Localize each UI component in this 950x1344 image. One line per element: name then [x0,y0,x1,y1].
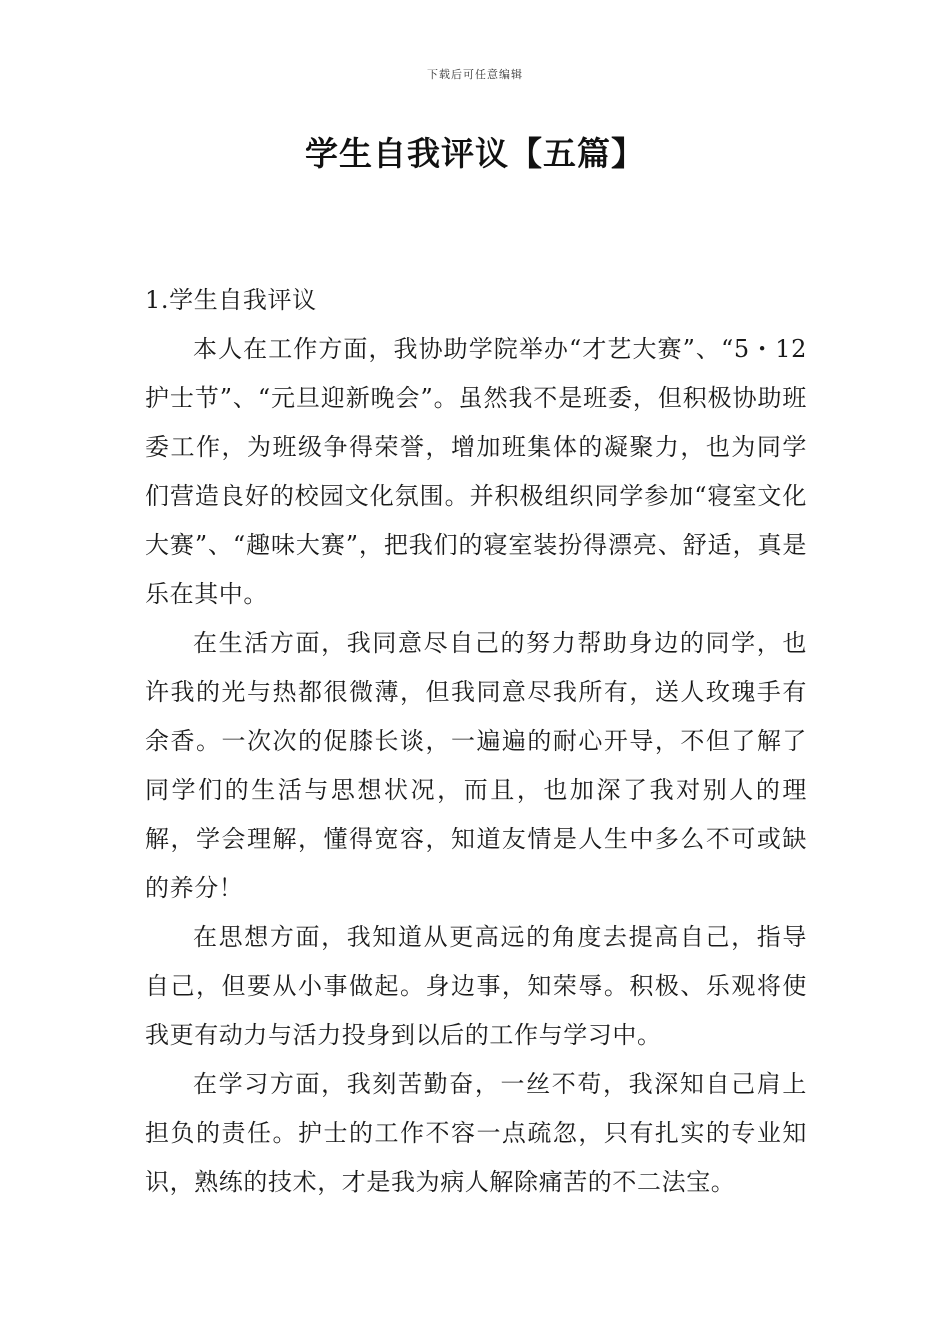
header-note: 下载后可任意编辑 [427,68,523,81]
paragraph-work: 本人在工作方面，我协助学院举办“才艺大赛”、“5・12护士节”、“元旦迎新晚会”。虽然我不是班委，但积极协助班委工作，为班级争得荣誉，增加班集体的凝聚力，也为同学们营造良好的校园文化氛围。并积极组织同学参加“寝室文化大赛”、“趣味大赛”，把我们的寝室装扮得漂亮、舒适，真是乐在其中。 [145,335,807,608]
document-body [145,276,807,1207]
paragraph-study: 在学习方面，我刻苦勤奋，一丝不苟，我深知自己肩上担负的责任。护士的工作不容一点疏忽，只有扎实的专业知识，熟练的技术，才是我为病人解除痛苦的不二法宝。 [145,1070,807,1196]
paragraph-life: 在生活方面，我同意尽自己的努力帮助身边的同学，也许我的光与热都很微薄，但我同意尽我所有，送人玫瑰手有余香。一次次的促膝长谈，一遍遍的耐心开导，不但了解了同学们的生活与思想状况，而且，也加深了我对别人的理解，学会理解，懂得宽容，知道友情是人生中多么不可或缺的养分！ [145,629,807,902]
section-heading: 1.学生自我评议 [145,286,317,314]
document-title: 学生自我评议【五篇】 [305,134,645,173]
paragraph-thought: 在思想方面，我知道从更高远的角度去提高自己，指导自己，但要从小事做起。身边事，知荣辱。积极、乐观将使我更有动力与活力投身到以后的工作与学习中。 [145,923,807,1049]
